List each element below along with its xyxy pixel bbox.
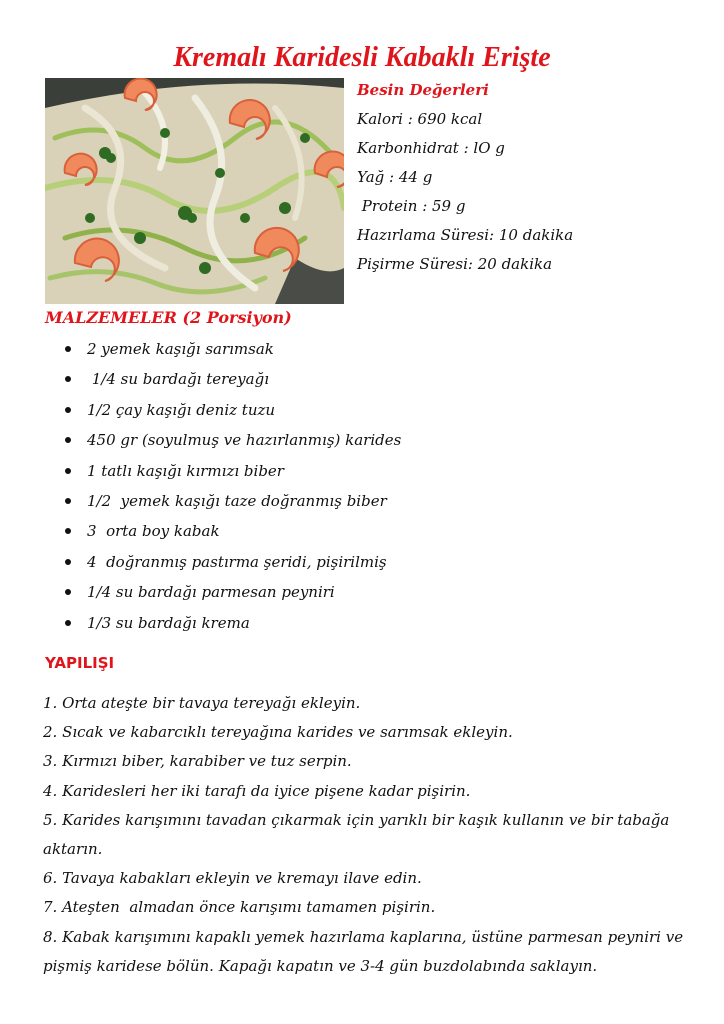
nutrition-carbs: Karbonhidrat : lO g xyxy=(357,139,505,157)
list-item xyxy=(63,425,663,455)
steps-list xyxy=(43,689,688,981)
ingredient-text: 450 gr (soyulmuş ve hazırlanmış) karides xyxy=(87,431,402,450)
list-item xyxy=(63,456,663,486)
bullet-icon xyxy=(65,620,71,626)
ingredient-text: 1/3 su bardağı krema xyxy=(87,613,250,632)
list-item xyxy=(63,516,663,546)
nutrition-protein: Protein : 59 g xyxy=(357,197,466,215)
step-item: 3. Kırmızı biber, karabiber ve tuz serpin. xyxy=(43,752,352,771)
ingredient-text: 2 yemek kaşığı sarımsak xyxy=(87,340,274,358)
bullet-icon xyxy=(65,589,71,595)
bullet-icon xyxy=(65,376,71,382)
bullet-icon xyxy=(65,498,71,504)
step-item: 7. Ateşten almadan önce karışımı tamamen pişirin. xyxy=(43,898,436,917)
step-item: 8. Kabak karışımını kapaklı yemek hazırlama kaplarına, üstüne parmesan peyniri ve pişmiş karidese bölün. Kapağı kapatın ve 3-4 gün buzdolabında saklayın. xyxy=(43,927,688,975)
ingredient-text: 1/2 çay kaşığı deniz tuzu xyxy=(87,400,276,419)
nutrition-fat: Yağ : 44 g xyxy=(357,168,433,186)
bullet-icon xyxy=(65,528,71,534)
step-item: 6. Tavaya kabakları ekleyin ve kremayı ilave edin. xyxy=(43,869,422,888)
page-title: Kremalı Karidesli Kabaklı Erişte xyxy=(173,42,551,73)
step-item: 2. Sıcak ve kabarcıklı tereyağına karides ve sarımsak ekleyin. xyxy=(43,723,513,742)
ingredient-text: 4 doğranmış pastırma şeridi, pişirilmiş xyxy=(87,552,387,571)
ingredients-list xyxy=(63,334,663,638)
shrimp-zucchini-noodle-dish-icon xyxy=(45,78,344,304)
list-item xyxy=(63,577,663,607)
nutrition-prep-time: Hazırlama Süresi: 10 dakika xyxy=(357,226,574,244)
ingredient-text: 1 tatlı kaşığı kırmızı biber xyxy=(87,461,284,480)
step-item: 4. Karidesleri her iki tarafı da iyice pişene kadar pişirin. xyxy=(43,781,471,800)
ingredient-text: 1/2 yemek kaşığı taze doğranmış biber xyxy=(87,491,387,510)
bullet-icon xyxy=(65,437,71,443)
nutrition-cook-time: Pişirme Süresi: 20 dakika xyxy=(357,255,553,273)
list-item xyxy=(63,608,663,638)
list-item xyxy=(63,334,663,364)
bullet-icon xyxy=(65,346,71,352)
recipe-photo xyxy=(45,78,344,304)
nutrition-calories: Kalori : 690 kcal xyxy=(357,110,483,128)
steps-heading: YAPILIŞI xyxy=(45,654,115,672)
list-item xyxy=(63,486,663,516)
ingredients-heading: MALZEMELER (2 Porsiyon) xyxy=(45,308,292,327)
ingredient-text: 1/4 su bardağı parmesan peyniri xyxy=(87,583,335,602)
step-item: 1. Orta ateşte bir tavaya tereyağı ekleyin. xyxy=(43,694,361,712)
nutrition-heading: Besin Değerleri xyxy=(357,81,489,99)
bullet-icon xyxy=(65,559,71,565)
ingredient-text: 3 orta boy kabak xyxy=(87,522,220,541)
step-item: 5. Karides karışımını tavadan çıkarmak için yarıklı bir kaşık kullanın ve bir tabağa aktarın. xyxy=(43,810,675,859)
list-item xyxy=(63,395,663,425)
list-item xyxy=(63,364,663,394)
nutrition-panel xyxy=(357,76,697,279)
bullet-icon xyxy=(65,407,71,413)
bullet-icon xyxy=(65,468,71,474)
list-item xyxy=(63,547,663,577)
ingredient-text: 1/4 su bardağı tereyağı xyxy=(87,370,269,389)
